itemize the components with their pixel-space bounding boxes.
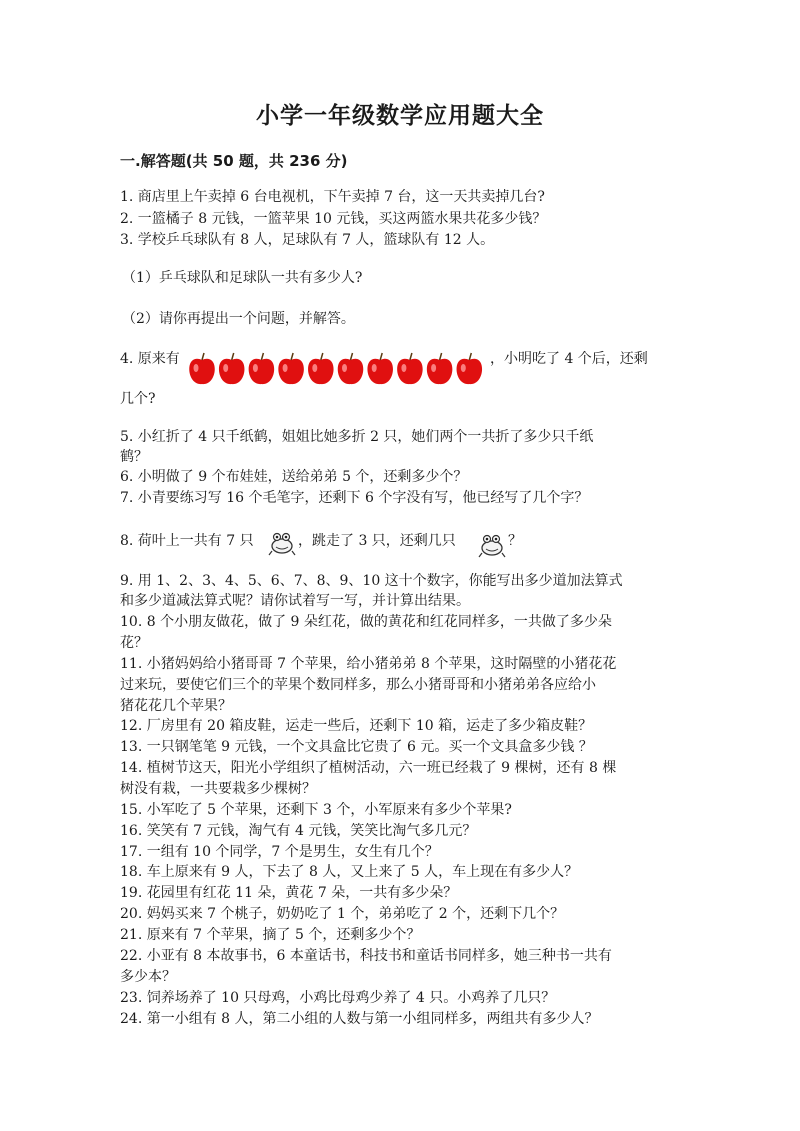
question-13: 13. 一只钢笔笔 9 元钱，一个文具盒比它贵了 6 元。买一个文具盒多少钱 ？ xyxy=(120,739,593,755)
question-8-start: 8. 荷叶上一共有 7 只 xyxy=(120,533,254,549)
question-3-part-1: （1）乒乓球队和足球队一共有多少人? xyxy=(122,270,363,286)
frog-icon xyxy=(478,531,506,559)
question-9-line-2: 和多少道减法算式呢？请你试着写一写，并计算出结果。 xyxy=(120,593,470,609)
question-16: 16. 笑笑有 7 元钱，淘气有 4 元钱，笑笑比淘气多几元？ xyxy=(120,823,477,839)
apple-icon xyxy=(249,353,275,384)
question-22-line-2: 多少本？ xyxy=(120,969,176,985)
question-11-line-1: 11. 小猪妈妈给小猪哥哥 7 个苹果，给小猪弟弟 8 个苹果，这时隔壁的小猪花花 xyxy=(120,656,617,672)
question-24: 24. 第一小组有 8 人，第二小组的人数与第一小组同样多，两组共有多少人？ xyxy=(120,1011,599,1027)
question-10-line-1: 10. 8 个小朋友做花，做了 9 朵红花，做的黄花和红花同样多，一共做了多少朵 xyxy=(120,614,612,630)
question-4-start: 4. 原来有 xyxy=(120,351,180,367)
question-23: 23. 饲养场养了 10 只母鸡，小鸡比母鸡少养了 4 只。小鸡养了几只？ xyxy=(120,990,556,1006)
question-4-middle: ，小明吃了 4 个后，还剩 xyxy=(490,351,648,367)
apple-icon xyxy=(367,353,393,384)
apple-icon xyxy=(278,353,304,384)
question-8-end: ？ xyxy=(508,533,522,549)
question-9-line-1: 9. 用 1、2、3、4、5、6、7、8、9、10 这十个数字，你能写出多少道加法算式 xyxy=(120,573,623,589)
question-2: 2. 一篮橘子 8 元钱，一篮苹果 10 元钱，买这两篮水果共花多少钱？ xyxy=(120,211,547,227)
apple-icon xyxy=(189,353,215,384)
frog-icon xyxy=(268,529,296,557)
question-21: 21. 原来有 7 个苹果，摘了 5 个，还剩多少个？ xyxy=(120,927,421,943)
question-6: 6. 小明做了 9 个布娃娃，送给弟弟 5 个，还剩多少个？ xyxy=(120,469,468,485)
apple-row xyxy=(187,348,487,388)
apples-svg xyxy=(187,348,487,388)
question-7: 7. 小青要练习写 16 个毛笔字，还剩下 6 个字没有写，他已经写了几个字？ xyxy=(120,490,589,506)
apple-icon xyxy=(338,353,364,384)
question-5-line-1: 5. 小红折了 4 只千纸鹤，姐姐比她多折 2 只，她们两个一共折了多少只千纸 xyxy=(120,429,594,445)
question-11-line-2: 过来玩，要使它们三个的苹果个数同样多，那么小猪哥哥和小猪弟弟各应给小 xyxy=(120,677,596,693)
question-10-line-2: 花？ xyxy=(120,635,148,651)
question-1: 1. 商店里上午卖掉 6 台电视机，下午卖掉 7 台，这一天共卖掉几台? xyxy=(120,189,545,205)
question-11-line-3: 猪花花几个苹果？ xyxy=(120,698,232,714)
section-heading: 一.解答题(共 50 题，共 236 分) xyxy=(120,152,348,170)
apple-icon xyxy=(427,353,453,384)
question-18: 18. 车上原来有 9 人，下去了 8 人，又上来了 5 人，车上现在有多少人？ xyxy=(120,864,579,880)
question-14-line-2: 树没有栽，一共要栽多少棵树？ xyxy=(120,781,316,797)
question-3-part-2: （2）请你再提出一个问题，并解答。 xyxy=(122,311,355,327)
apple-icon xyxy=(397,353,423,384)
question-22-line-1: 22. 小亚有 8 本故事书，6 本童话书，科技书和童话书同样多，她三种书一共有 xyxy=(120,948,612,964)
apple-icon xyxy=(457,353,483,384)
question-3: 3. 学校乒乓球队有 8 人，足球队有 7 人，篮球队有 12 人。 xyxy=(120,232,495,248)
question-12: 12. 厂房里有 20 箱皮鞋，运走一些后，还剩下 10 箱，运走了多少箱皮鞋？ xyxy=(120,718,593,734)
apple-icon xyxy=(219,353,245,384)
apple-icon xyxy=(308,353,334,384)
question-20: 20. 妈妈买来 7 个桃子，奶奶吃了 1 个，弟弟吃了 2 个，还剩下几个？ xyxy=(120,906,565,922)
question-14-line-1: 14. 植树节这天，阳光小学组织了植树活动，六一班已经栽了 9 棵树，还有 8 棵 xyxy=(120,760,617,776)
question-8-middle: ，跳走了 3 只，还剩几只 xyxy=(298,533,456,549)
question-15: 15. 小军吃了 5 个苹果，还剩下 3 个，小军原来有多少个苹果? xyxy=(120,802,512,818)
question-5-line-2: 鹤？ xyxy=(120,449,148,465)
question-19: 19. 花园里有红花 11 朵，黄花 7 朵，一共有多少朵？ xyxy=(120,885,458,901)
question-17: 17. 一组有 10 个同学，7 个是男生，女生有几个？ xyxy=(120,844,439,860)
page-title: 小学一年级数学应用题大全 xyxy=(256,102,544,129)
question-4-end: 几个? xyxy=(120,391,156,407)
